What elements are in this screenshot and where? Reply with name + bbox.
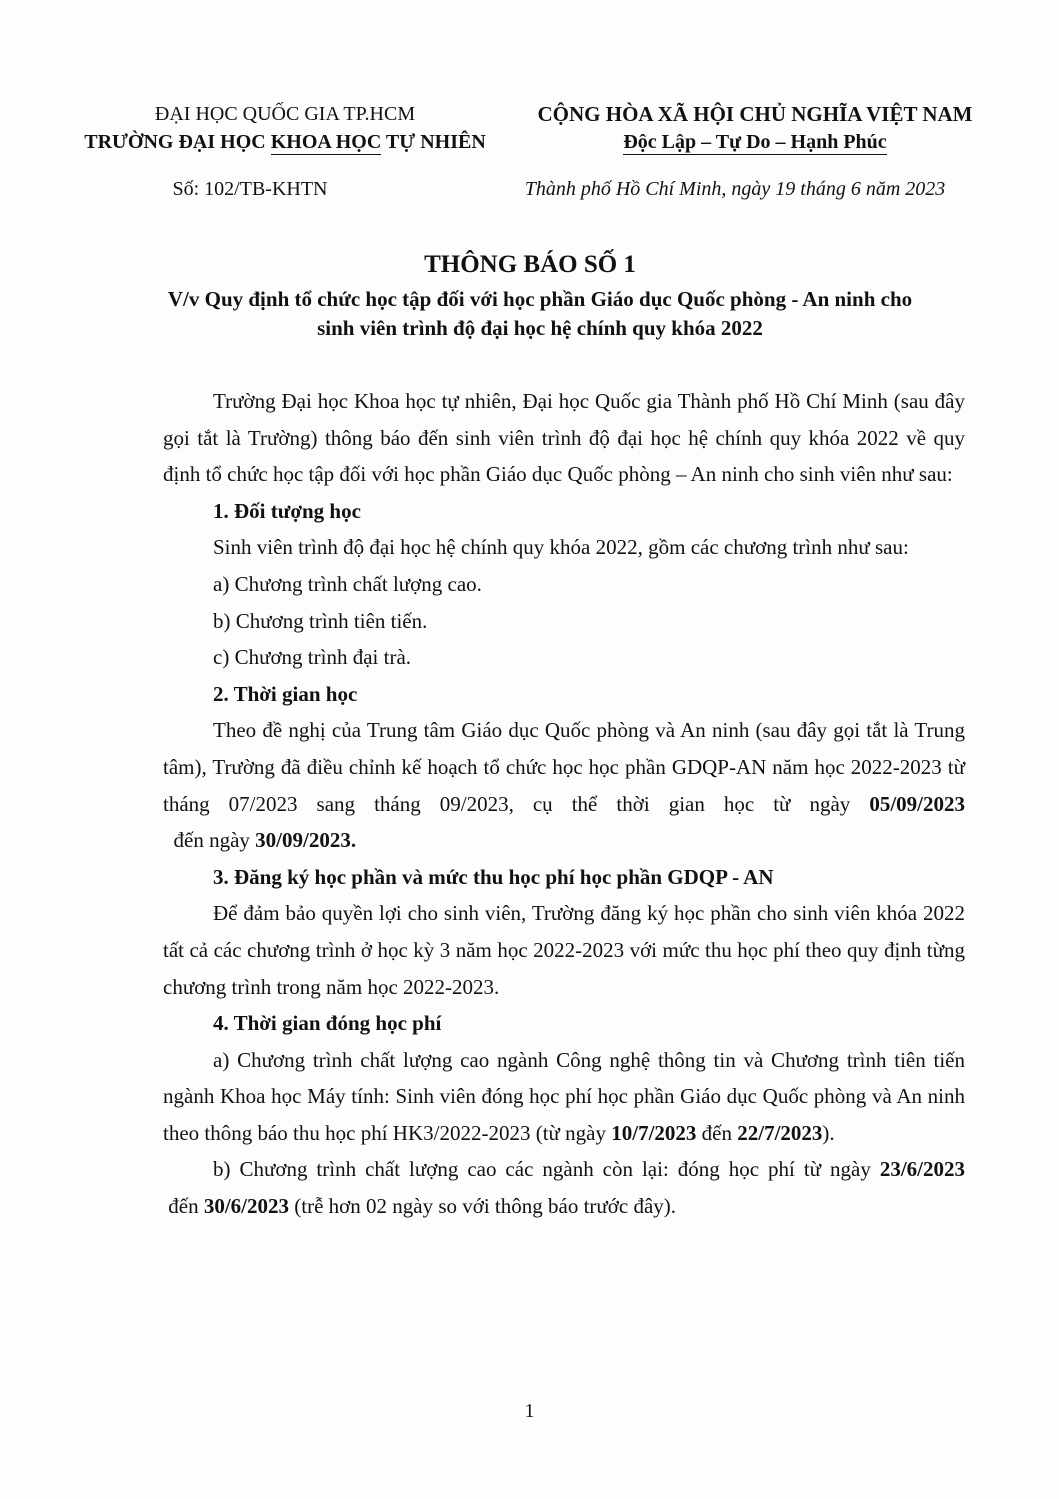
- document-body: [163, 383, 965, 1225]
- paragraph-text: a) Chương trình chất lượng cao ngành Công nghệ thông tin và Chương trình tiên tiến ngành Khoa học Máy tính: Sinh viên đóng học phí học phần Giáo dục Quốc phòng và An ninh theo thông báo thu học phí HK3/2022-2023 (từ ngày: [163, 1047, 965, 1145]
- document-title: THÔNG BÁO SỐ 1: [424, 251, 636, 278]
- end-date: 22/7/2023: [737, 1120, 823, 1145]
- issuing-organization: [50, 128, 520, 156]
- issuer-block: [50, 100, 520, 156]
- national-motto: Độc Lập – Tự Do – Hạnh Phúc: [623, 131, 887, 153]
- paragraph-text: đến ngày: [163, 828, 256, 853]
- paragraph-text: đến: [163, 1194, 204, 1219]
- page-number: 1: [524, 1400, 535, 1422]
- paragraph-text: (trễ hơn 02 ngày so với thông báo trước đây).: [289, 1194, 677, 1219]
- start-date: 05/09/2023: [869, 791, 965, 816]
- national-heading: [500, 100, 1010, 156]
- start-date: 23/6/2023: [879, 1157, 965, 1182]
- section-heading: 1. Đối tượng học: [213, 498, 361, 523]
- org-name-underlined: KHOA HỌC: [270, 131, 382, 153]
- document-number: Số: 102/TB-KHTN: [172, 178, 328, 200]
- section-paragraph: Sinh viên trình độ đại học hệ chính quy khóa 2022, gồm các chương trình như sau:: [213, 535, 909, 560]
- section-heading: 3. Đăng ký học phần và mức thu học phí học phần GDQP - AN: [213, 864, 774, 889]
- end-date: 30/6/2023: [203, 1194, 289, 1219]
- paragraph-text: b) Chương trình chất lượng cao các ngành còn lại: đóng học phí từ ngày: [213, 1157, 880, 1182]
- org-name-part: TỰ NHIÊN: [381, 131, 486, 153]
- list-item: b) Chương trình tiên tiến.: [213, 608, 428, 633]
- section-heading: 4. Thời gian đóng học phí: [213, 1011, 442, 1036]
- section-paragraph: [163, 1042, 965, 1152]
- intro-paragraph: Trường Đại học Khoa học tự nhiên, Đại học Quốc gia Thành phố Hồ Chí Minh (sau đây gọi tắt là Trường) thông báo đến sinh viên trình độ đại học hệ chính quy khóa 2022 về quy định tổ chức học tập đối với học phần Giáo dục Quốc phòng – An ninh cho sinh viên như sau:: [163, 389, 965, 487]
- paragraph-text: Theo đề nghị của Trung tâm Giáo dục Quốc phòng và An ninh (sau đây gọi tắt là Trung tâm), Trường đã điều chỉnh kế hoạch tổ chức học học phần GDQP-AN năm học 2022-2023 từ tháng 07/2023 sang tháng 09/2023, cụ thể thời gian học từ ngày: [163, 718, 965, 816]
- start-date: 10/7/2023: [611, 1120, 697, 1145]
- list-item: a) Chương trình chất lượng cao.: [213, 571, 482, 596]
- place-and-date: Thành phố Hồ Chí Minh, ngày 19 tháng 6 năm 2023: [524, 178, 946, 200]
- section-paragraph: Để đảm bảo quyền lợi cho sinh viên, Trường đăng ký học phần cho sinh viên khóa 2022 tất cả các chương trình ở học kỳ 3 năm học 2022-2023 với mức thu học phí theo quy định từng chương trình trong năm học 2022-2023.: [163, 901, 965, 999]
- document-subject: V/v Quy định tổ chức học tập đối với học phần Giáo dục Quốc phòng - An ninh cho sinh viên trình độ đại học hệ chính quy khóa 2022: [167, 287, 913, 340]
- list-item: c) Chương trình đại trà.: [213, 645, 412, 670]
- country-name: CỘNG HÒA XÃ HỘI CHỦ NGHĨA VIỆT NAM: [537, 102, 973, 126]
- section-paragraph: [163, 1151, 965, 1224]
- section-heading: 2. Thời gian học: [213, 681, 358, 706]
- end-date: 30/09/2023.: [255, 828, 357, 853]
- paragraph-text: đến: [696, 1120, 738, 1145]
- section-paragraph: [163, 712, 965, 858]
- org-name-part: TRƯỜNG ĐẠI HỌC: [84, 131, 271, 153]
- parent-organization: ĐẠI HỌC QUỐC GIA TP.HCM: [154, 103, 416, 125]
- paragraph-text: ).: [822, 1120, 835, 1145]
